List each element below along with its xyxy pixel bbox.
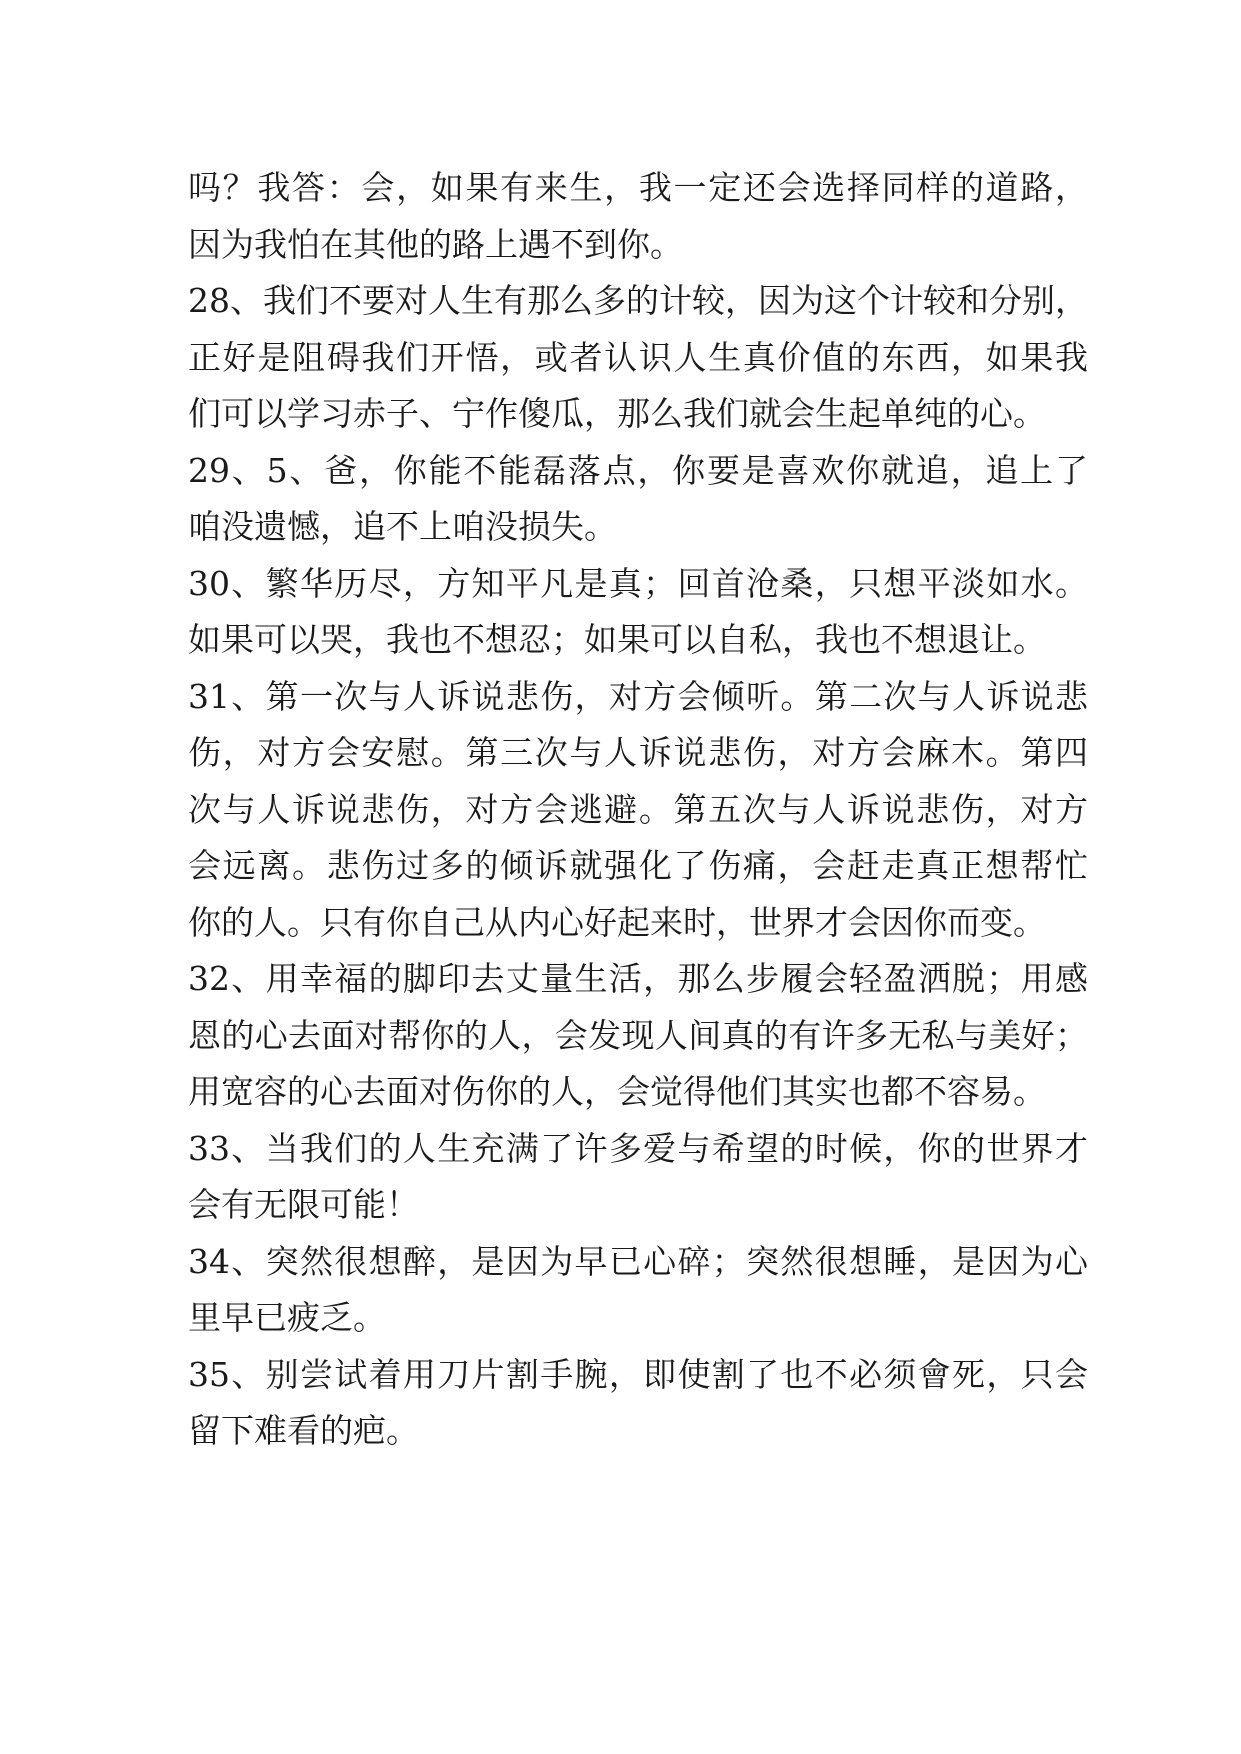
text-line: 恩的心去面对帮你的人，会发现人间真的有许多无私与美好；: [188, 1015, 1088, 1055]
text-line: 因为我怕在其他的路上遇不到你。: [188, 224, 683, 264]
text-line: 咱没遗憾，追不上咱没损失。: [188, 507, 617, 546]
text-line: 们可以学习赤子、宁作傻瓜，那么我们就会生起单纯的心。: [188, 394, 1046, 433]
text-line: 会有无限可能！: [188, 1185, 419, 1224]
text-line: 34、突然很想醉，是因为早已心碎；突然很想睡，是因为心: [188, 1241, 1088, 1281]
text-line: 次与人诉说悲伤，对方会逃避。第五次与人诉说悲伤，对方: [188, 789, 1088, 829]
text-line: 29、5、爸，你能不能磊落点，你要是喜欢你就追，追上了: [188, 450, 1088, 490]
text-line: 留下难看的疤。: [188, 1411, 419, 1450]
text-line: 28、我们不要对人生有那么多的计较，因为这个计较和分别，: [188, 281, 1088, 320]
text-line: 里早已疲乏。: [188, 1298, 386, 1337]
document-body-text: [188, 160, 1088, 1460]
text-line: 吗？我答：会，如果有来生，我一定还会选择同样的道路，: [188, 168, 1088, 207]
text-line: 会远离。悲伤过多的倾诉就强化了伤痛，会赶走真正想帮忙: [188, 846, 1088, 885]
text-line: 用宽容的心去面对伤你的人，会觉得他们其实也都不容易。: [188, 1072, 1046, 1111]
text-line: 30、繁华历尽，方知平凡是真；回首沧桑，只想平淡如水。: [188, 563, 1088, 603]
text-line: 如果可以哭，我也不想忍；如果可以自私，我也不想退让。: [188, 620, 1046, 659]
text-line: 32、用幸福的脚印去丈量生活，那么步履会轻盈洒脱；用感: [188, 959, 1088, 998]
text-line: 正好是阻碍我们开悟，或者认识人生真价值的东西，如果我: [188, 337, 1088, 377]
text-line: 33、当我们的人生充满了许多爱与希望的时候，你的世界才: [188, 1128, 1088, 1168]
text-line: 伤，对方会安慰。第三次与人诉说悲伤，对方会麻木。第四: [188, 733, 1088, 772]
text-line: 31、第一次与人诉说悲伤，对方会倾听。第二次与人诉说悲: [188, 676, 1088, 716]
text-line: 你的人。只有你自己从内心好起来时，世界才会因你而变。: [188, 902, 1046, 942]
text-line: 35、别尝试着用刀片割手腕，即使割了也不必须會死，只会: [188, 1354, 1088, 1394]
